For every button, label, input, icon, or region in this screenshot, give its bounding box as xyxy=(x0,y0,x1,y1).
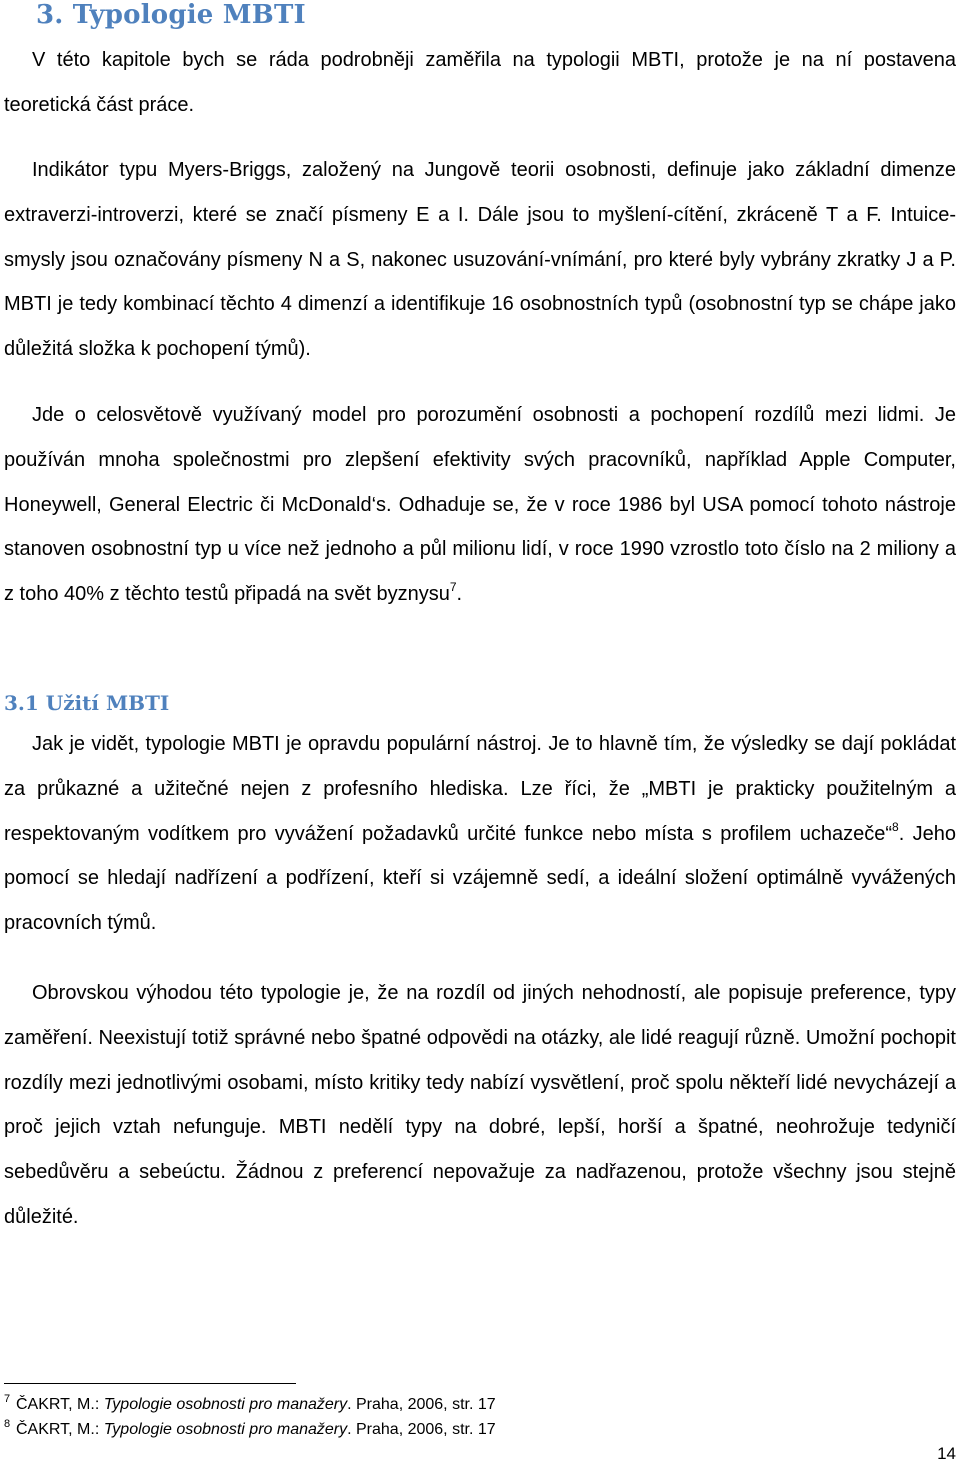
footnote-author: ČAKRT, M.: xyxy=(16,1396,104,1413)
paragraph-text: Jak je vidět, typologie MBTI je opravdu populární nástroj. Je to hlavně tím, že výsledky se dají pokládat za průkazné a užitečné nejen z profesního hlediska. Lze říci, že „MBTI je prakticky použitelným a respektovaným vodítkem pro vyvážení požadavků určité funkce nebo místa s profilem uchazeče“ xyxy=(4,733,956,845)
section-title: 3.1 Užití MBTI xyxy=(4,691,170,715)
footnote-title: Typologie osobnosti pro manažery xyxy=(103,1396,348,1413)
paragraph-popularity xyxy=(4,722,956,946)
footnote-title: Typologie osobnosti pro manažery xyxy=(103,1421,348,1438)
paragraph-text-end: . xyxy=(456,583,463,606)
footnote-separator xyxy=(4,1383,296,1384)
chapter-title: 3. Typologie MBTI xyxy=(36,0,306,30)
footnotes xyxy=(4,1392,904,1442)
footnote-author: ČAKRT, M.: xyxy=(16,1421,104,1438)
footnote-rest: . Praha, 2006, str. 17 xyxy=(347,1421,496,1438)
paragraph-usage-worldwide xyxy=(4,393,956,617)
paragraph-intro: V této kapitole bych se ráda podrobněji zaměřila na typologii MBTI, protože je na ní postavena teoretická část práce. xyxy=(4,49,956,116)
paragraph-dimensions: Indikátor typu Myers-Briggs, založený na Jungově teorii osobnosti, definuje jako základní dimenze extraverzi-introverzi, které se značí písmeny E a I. Dále jsou to myšlení-cítění, zkráceně T a F. Intuice-smysly jsou označovány písmeny N a S, nakonec usuzování-vnímání, pro které byly vybrány zkratky J a P. MBTI je tedy kombinací těchto 4 dimenzí a identifikuje 16 osobnostních typů (osobnostní typ se chápe jako důležitá složka k pochopení týmů). xyxy=(4,159,956,361)
footnote-rest: . Praha, 2006, str. 17 xyxy=(347,1396,496,1413)
paragraph-text-end: . Jeho pomocí se hledají nadřízení a podřízení, kteří si vzájemně sedí, a ideální složení optimálně vyvážených pracovních týmů. xyxy=(4,822,956,935)
paragraph-advantages: Obrovskou výhodou této typologie je, že na rozdíl od jiných nehodností, ale popisuje preference, typy zaměření. Neexistují totiž správné nebo špatné odpovědi na otázky, ale lidé reagují různě. Umožní pochopit rozdíly mezi jednotlivými osobami, místo kritiky tedy nabízí vysvětlení, proč spolu někteří lidé nevycházejí a proč jejich vztah nefunguje. MBTI nedělí typy na dobré, lepší, horší a špatné, neohrožuje tedyničí sebedůvěru a sebeúctu. Žádnou z preferencí nepovažuje za nadřazenou, protože všechny jsou stejně důležité. xyxy=(4,982,956,1228)
footnote: 8 ČAKRT, M.: Typologie osobnosti pro manažery. Praha, 2006, str. 17 xyxy=(4,1418,496,1438)
page-number: 14 xyxy=(937,1444,956,1463)
paragraph-text: Jde o celosvětově využívaný model pro porozumění osobnosti a pochopení rozdílů mezi lidmi. Je používán mnoha společnostmi pro zlepšení efektivity svých pracovníků, například Apple Computer, Honeywell, General Electric či McDonald‘s. Odhaduje se, že v roce 1986 byl USA pomocí tohoto nástroje stanoven osobnostní typ u více než jednoho a půl milionu lidí, v roce 1990 vzrostlo toto číslo na 2 miliony a z toho 40% z těchto testů připadá na svět byznysu xyxy=(4,404,956,606)
footnote-reference[interactable]: 7 xyxy=(449,580,457,595)
footnote-reference[interactable]: 8 xyxy=(892,819,899,834)
footnote: 7 ČAKRT, M.: Typologie osobnosti pro manažery. Praha, 2006, str. 17 xyxy=(4,1393,496,1413)
